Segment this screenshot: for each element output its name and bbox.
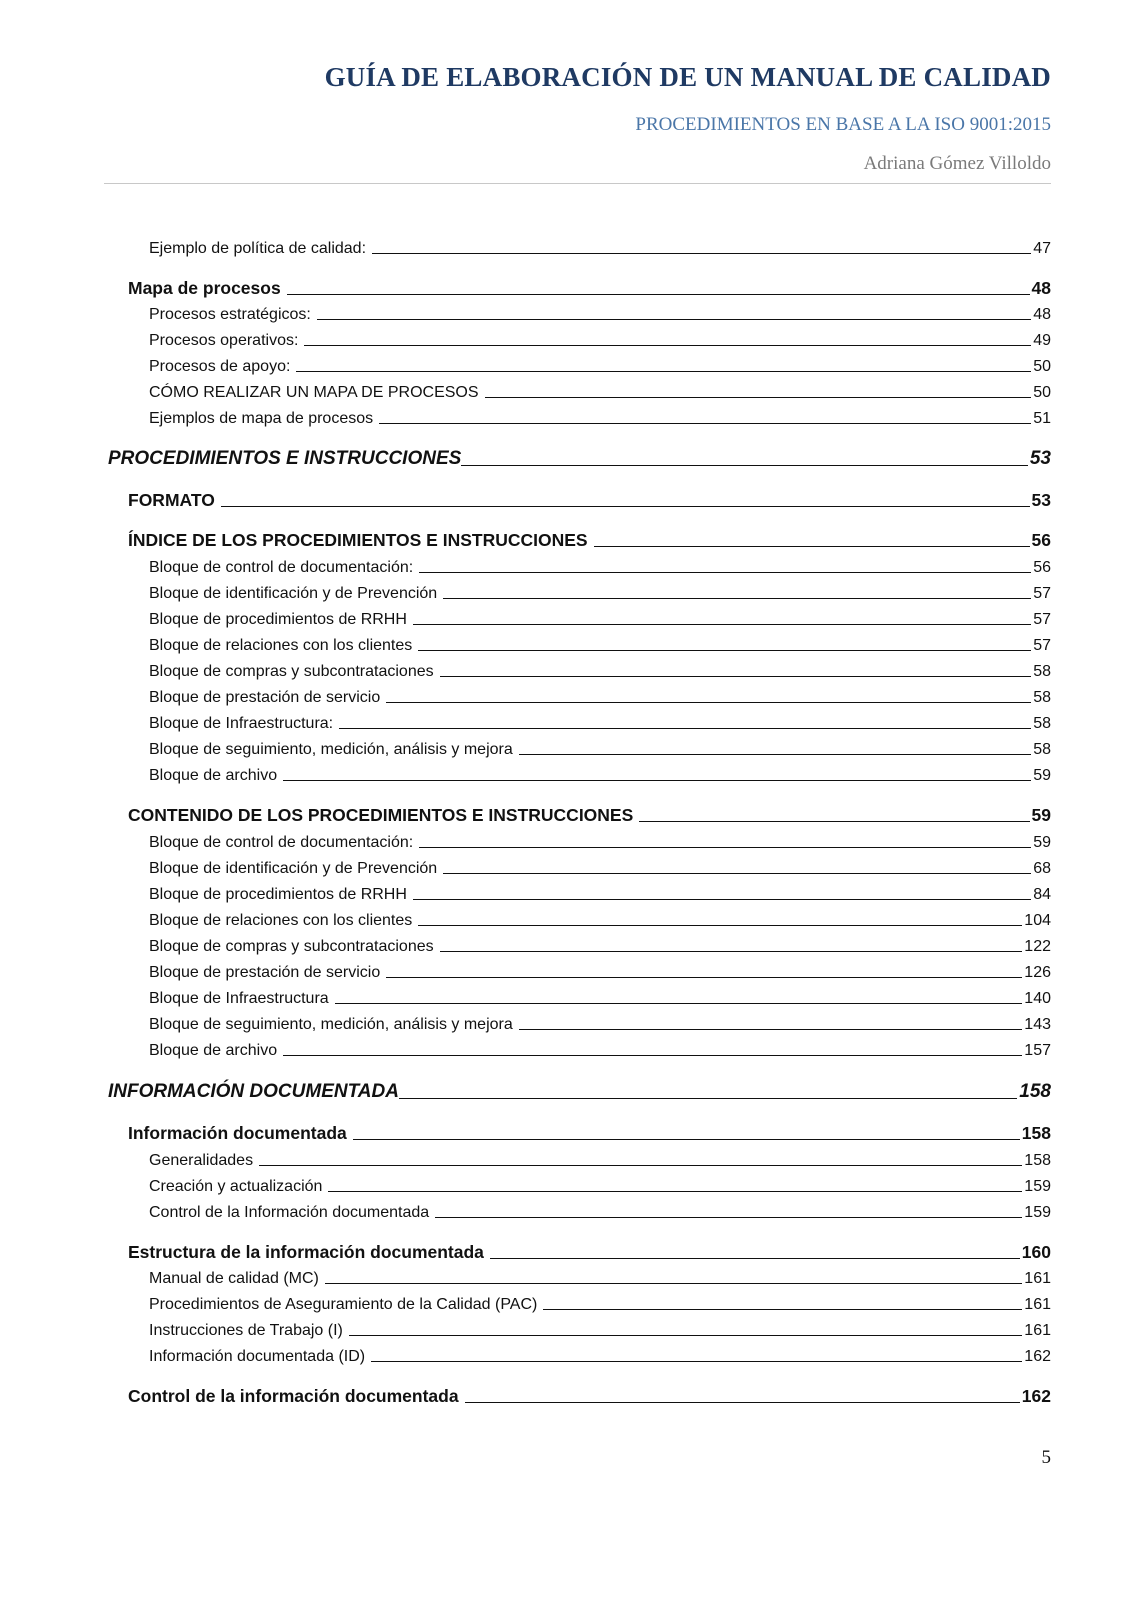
toc-entry[interactable] — [149, 1178, 1051, 1196]
toc-entry-page: 57 — [1033, 611, 1051, 628]
toc-entry-page: 53 — [1031, 490, 1051, 510]
toc-entry[interactable] — [149, 240, 1051, 258]
toc-entry-label: INFORMACIÓN DOCUMENTADA — [108, 1081, 399, 1102]
toc-entry-page: 59 — [1031, 805, 1051, 825]
toc-entry[interactable] — [108, 1081, 1051, 1103]
toc-entry[interactable] — [149, 886, 1051, 904]
toc-entry-label: Bloque de prestación de servicio — [149, 964, 381, 981]
toc-entry-page: 159 — [1024, 1178, 1051, 1195]
toc-entry-label: Manual de calidad (MC) — [149, 1270, 319, 1287]
toc-entry-label: Procesos operativos: — [149, 332, 299, 349]
toc-entry-page: 56 — [1033, 559, 1051, 576]
toc-entry-label: Información documentada (ID) — [149, 1348, 366, 1365]
toc-entry[interactable] — [128, 278, 1051, 299]
toc-entry-page: 48 — [1033, 306, 1051, 323]
toc-entry-page: 161 — [1024, 1322, 1051, 1339]
toc-entry-page: 57 — [1033, 585, 1051, 602]
toc-entry-page: 161 — [1024, 1270, 1051, 1287]
toc-entry[interactable] — [149, 611, 1051, 629]
toc-entry[interactable] — [149, 1204, 1051, 1222]
toc-entry-label: Bloque de procedimientos de RRHH — [149, 611, 407, 628]
toc-entry[interactable] — [149, 990, 1051, 1008]
toc-entry[interactable] — [149, 1322, 1051, 1340]
toc-entry[interactable] — [149, 637, 1051, 655]
toc-entry-page: 162 — [1021, 1386, 1051, 1406]
toc-entry-label: Generalidades — [149, 1152, 254, 1169]
toc-entry[interactable] — [128, 1386, 1051, 1407]
toc-entry-label: Bloque de archivo — [149, 1042, 278, 1059]
toc-entry[interactable] — [149, 384, 1051, 402]
toc-entry[interactable] — [149, 1270, 1051, 1288]
toc-entry-page: 47 — [1033, 240, 1051, 257]
toc-entry-page: 140 — [1024, 990, 1051, 1007]
toc-entry-page: 56 — [1031, 530, 1051, 550]
toc-entry[interactable] — [149, 964, 1051, 982]
toc-entry[interactable] — [149, 306, 1051, 324]
header-divider — [104, 183, 1051, 184]
toc-entry-label: Estructura de la información documentada — [128, 1242, 484, 1262]
toc-entry[interactable] — [149, 1296, 1051, 1314]
toc-entry-label: Bloque de compras y subcontrataciones — [149, 663, 434, 680]
page-number: 5 — [1041, 1447, 1051, 1468]
toc-entry-label: Bloque de control de documentación: — [149, 559, 414, 576]
toc-entry-label: FORMATO — [128, 490, 215, 510]
toc-entry-label: Bloque de control de documentación: — [149, 834, 414, 851]
toc-entry-page: 53 — [1029, 448, 1051, 469]
toc-entry-page: 68 — [1033, 860, 1051, 877]
toc-entry-label: Bloque de compras y subcontrataciones — [149, 938, 434, 955]
toc-entry[interactable] — [149, 741, 1051, 759]
toc-entry[interactable] — [149, 1348, 1051, 1366]
toc-entry-page: 104 — [1024, 912, 1051, 929]
toc-entry[interactable] — [149, 663, 1051, 681]
toc-entry-label: Control de la Información documentada — [149, 1204, 430, 1221]
document-subtitle: PROCEDIMIENTOS EN BASE A LA ISO 9001:2015 — [635, 114, 1051, 135]
toc-entry-page: 51 — [1033, 410, 1051, 427]
toc-entry-page: 122 — [1024, 938, 1051, 955]
toc-entry-page: 58 — [1033, 715, 1051, 732]
toc-entry-label: Bloque de identificación y de Prevención — [149, 860, 438, 877]
toc-entry-label: Bloque de archivo — [149, 767, 278, 784]
toc-entry[interactable] — [149, 410, 1051, 428]
toc-entry-label: Bloque de relaciones con los clientes — [149, 912, 413, 929]
toc-entry-label: ÍNDICE DE LOS PROCEDIMIENTOS E INSTRUCCIONES — [128, 530, 588, 550]
toc-entry-label: Bloque de prestación de servicio — [149, 689, 381, 706]
toc-entry-label: Procedimientos de Aseguramiento de la Calidad (PAC) — [149, 1296, 538, 1313]
toc-entry-page: 59 — [1033, 767, 1051, 784]
toc-entry-label: Procesos estratégicos: — [149, 306, 311, 323]
toc-entry-page: 84 — [1033, 886, 1051, 903]
toc-entry[interactable] — [149, 689, 1051, 707]
toc-entry-page: 162 — [1024, 1348, 1051, 1365]
toc-entry-label: Información documentada — [128, 1123, 347, 1143]
toc-entry-page: 58 — [1033, 663, 1051, 680]
toc-entry[interactable] — [149, 912, 1051, 930]
toc-entry-label: Ejemplo de política de calidad: — [149, 240, 367, 257]
toc-entry-label: Instrucciones de Trabajo (I) — [149, 1322, 343, 1339]
toc-entry[interactable] — [149, 767, 1051, 785]
toc-entry-page: 158 — [1021, 1123, 1051, 1143]
toc-entry-page: 58 — [1033, 741, 1051, 758]
toc-entry-label: Mapa de procesos — [128, 278, 281, 298]
toc-entry-label: Bloque de Infraestructura: — [149, 715, 334, 732]
toc-entry[interactable] — [128, 805, 1051, 826]
toc-entry-page: 59 — [1033, 834, 1051, 851]
toc-entry[interactable] — [149, 559, 1051, 577]
toc-entry-label: Bloque de relaciones con los clientes — [149, 637, 413, 654]
toc-entry-page: 126 — [1024, 964, 1051, 981]
toc-entry[interactable] — [149, 715, 1051, 733]
toc-entry-page: 159 — [1024, 1204, 1051, 1221]
toc-entry-label: Creación y actualización — [149, 1178, 323, 1195]
toc-entry-page: 49 — [1033, 332, 1051, 349]
toc-entry[interactable] — [128, 1242, 1051, 1263]
toc-entry-label: Bloque de seguimiento, medición, análisis y mejora — [149, 1016, 513, 1033]
toc-entry-label: PROCEDIMIENTOS E INSTRUCCIONES — [108, 448, 462, 469]
toc-entry[interactable] — [149, 585, 1051, 603]
toc-entry-label: Control de la información documentada — [128, 1386, 459, 1406]
toc-entry[interactable] — [128, 1123, 1051, 1144]
toc-entry-page: 161 — [1024, 1296, 1051, 1313]
toc-entry-page: 158 — [1019, 1081, 1051, 1102]
toc-entry-page: 57 — [1033, 637, 1051, 654]
toc-entry-label: Bloque de procedimientos de RRHH — [149, 886, 407, 903]
toc-entry[interactable] — [149, 938, 1051, 956]
toc-entry[interactable] — [149, 834, 1051, 852]
toc-entry[interactable] — [128, 530, 1051, 551]
toc-entry-page: 48 — [1031, 278, 1051, 298]
document-author: Adriana Gómez Villoldo — [863, 153, 1051, 174]
toc-entry-page: 143 — [1024, 1016, 1051, 1033]
toc-entry[interactable] — [108, 448, 1051, 470]
toc-entry-page: 160 — [1021, 1242, 1051, 1262]
toc-entry-label: Bloque de seguimiento, medición, análisis y mejora — [149, 741, 513, 758]
toc-entry[interactable] — [149, 1016, 1051, 1034]
toc-entry[interactable] — [149, 1042, 1051, 1060]
toc-entry[interactable] — [149, 860, 1051, 878]
toc-entry-page: 50 — [1033, 384, 1051, 401]
toc-entry[interactable] — [149, 358, 1051, 376]
toc-entry-label: Ejemplos de mapa de procesos — [149, 410, 374, 427]
toc-entry-label: Bloque de Infraestructura — [149, 990, 329, 1007]
toc-entry[interactable] — [149, 332, 1051, 350]
toc-entry[interactable] — [128, 490, 1051, 511]
toc-entry-label: Procesos de apoyo: — [149, 358, 291, 375]
toc-entry-label: Bloque de identificación y de Prevención — [149, 585, 438, 602]
toc-entry-page: 157 — [1024, 1042, 1051, 1059]
toc-entry-label: CONTENIDO DE LOS PROCEDIMIENTOS E INSTRUCCIONES — [128, 805, 634, 825]
toc-entry-label: CÓMO REALIZAR UN MAPA DE PROCESOS — [149, 384, 479, 401]
toc-entry-page: 158 — [1024, 1152, 1051, 1169]
toc-entry-page: 50 — [1033, 358, 1051, 375]
document-title: GUÍA DE ELABORACIÓN DE UN MANUAL DE CALIDAD — [324, 62, 1051, 92]
toc-entry-page: 58 — [1033, 689, 1051, 706]
toc-entry[interactable] — [149, 1152, 1051, 1170]
